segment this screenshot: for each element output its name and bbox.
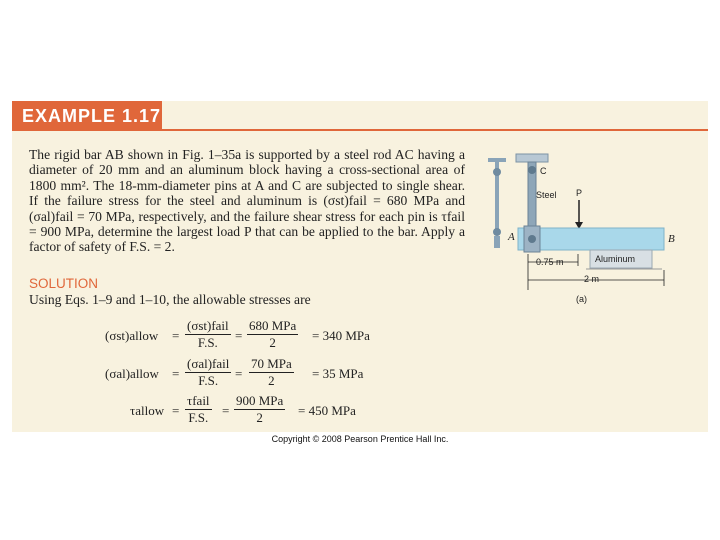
header-rule [162,129,708,131]
eq2-num-a: (σal)fail [187,356,230,371]
eq3-equals-2: = [222,403,230,418]
label-dim-2: 2 m [584,274,600,284]
eq1-equals-1: = [172,328,180,343]
label-steel: Steel [536,190,557,200]
label-dim-075: 0.75 m [536,257,564,267]
eq2-num-b: 70 MPa [251,356,292,371]
eq3-num-a: τfail [187,393,210,408]
eq2-fraction-a [185,356,231,389]
pin-detail-illustration [488,158,506,248]
pin-c [528,166,536,174]
eq2-den-b: 2 [268,373,275,388]
copyright-notice: Copyright © 2008 Pearson Prentice Hall Inc. [271,434,449,444]
equation-aluminum [105,356,405,390]
eq1-fraction-a [185,318,231,351]
label-aluminum: Aluminum [595,254,636,264]
eq3-equals-1: = [172,403,180,418]
eq2-result: = 35 MPa [312,366,364,381]
eq3-result: = 450 MPa [298,403,356,418]
solution-intro: Using Eqs. 1–9 and 1–10, the allowable stresses are [29,292,311,307]
eq1-num-b: 680 MPa [249,318,297,333]
label-a: A [508,231,515,243]
example-title: EXAMPLE 1.17 [12,101,162,131]
eq2-fraction-b [249,356,294,389]
eq1-den-b: 2 [269,335,276,350]
eq1-lhs: (σst)allow [105,328,159,343]
eq2-den-a: F.S. [198,373,219,388]
eq2-equals-2: = [235,366,243,381]
solution-heading: SOLUTION [29,276,99,291]
label-c: C [540,166,547,176]
eq2-equals-1: = [172,366,180,381]
equation-pin-shear [130,393,410,427]
eq1-result: = 340 MPa [312,328,370,343]
eq1-den-a: F.S. [197,335,218,350]
eq3-fraction-b [234,393,285,426]
eq1-equals-2: = [235,328,243,343]
eq2-lhs: (σal)allow [105,366,159,381]
eq3-den-b: 2 [256,410,263,425]
problem-statement: The rigid bar AB shown in Fig. 1–35a is supported by a steel rod AC having a diameter of 20 mm and an aluminum block having a cross-sectional area of 1800 mm². The 18-mm-diameter pins at A and C are subjected to single shear. If the failure stress for the steel and aluminum is (σst)fail = 680 MPa and (σal)fail = 70 MPa, respectively, and the failure shear stress for each pin is τfail = 900 MPa, determine the largest load P that can be applied to the bar. Apply a factor of safety of F.S. = 2. [29,147,465,255]
eq1-num-a: (σst)fail [187,318,229,333]
eq3-num-b: 900 MPa [236,393,284,408]
pin-a [528,235,536,243]
figure-1-35a [478,150,710,310]
ceiling-support [516,154,548,162]
eq3-den-a: F.S. [188,410,209,425]
eq3-lhs: τallow [130,403,165,418]
label-b: B [668,233,675,245]
figure-caption: (a) [576,294,587,304]
equation-steel [105,318,405,352]
label-p: P [576,188,583,198]
eq1-fraction-b [247,318,298,351]
eq3-fraction-a [185,393,212,426]
